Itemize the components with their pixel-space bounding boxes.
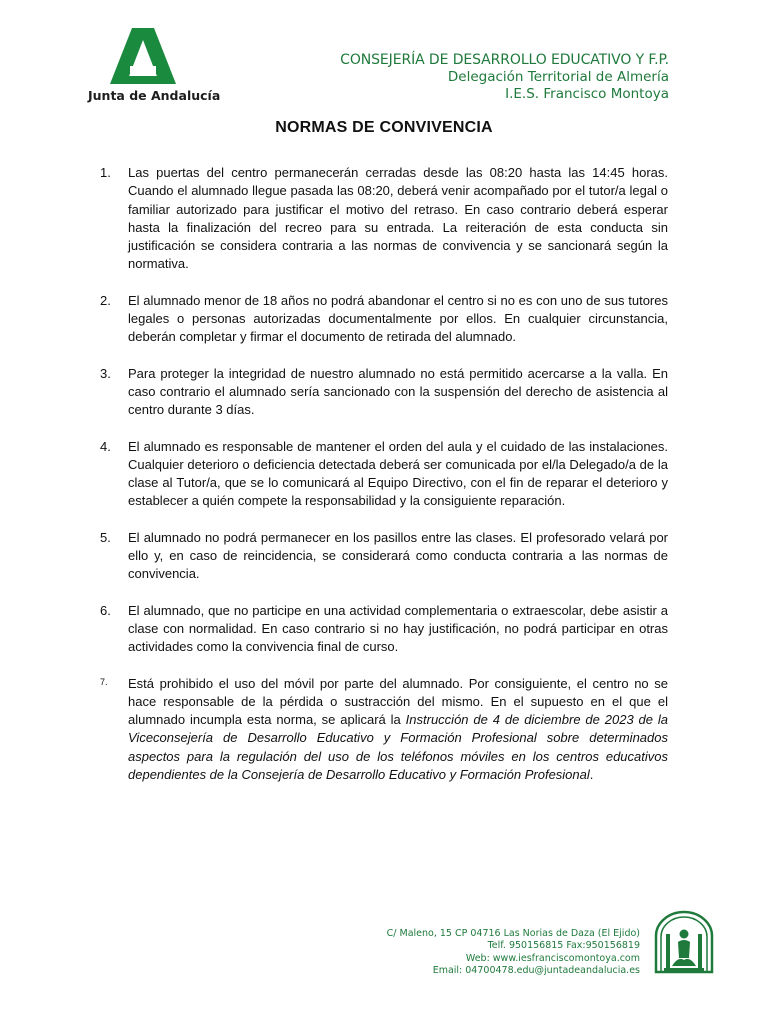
list-item <box>100 292 668 347</box>
rule-number: 2. <box>100 292 111 308</box>
rule-number: 3. <box>100 365 111 381</box>
consejeria-name: CONSEJERÍA DE DESARROLLO EDUCATIVO Y F.P. <box>340 52 669 68</box>
list-item <box>100 529 668 584</box>
rule-text: El alumnado, que no participe en una actividad complementaria o extraescolar, debe asistir a clase con normalidad. En caso contrario si no hay justificación, no podrá participar en otras actividades como la convivencia final de curso. <box>128 602 668 655</box>
rule-text: El alumnado no podrá permanecer en los pasillos entre las clases. El profesorado velará por ello y, en caso de reincidencia, se considerará como conducta contraria a las normas de convivencia. <box>128 529 668 582</box>
junta-andalucia-logo <box>80 28 221 108</box>
list-item <box>100 164 668 274</box>
rule-number: 5. <box>100 529 111 545</box>
rule-number: 4. <box>100 438 111 454</box>
rules-list <box>100 164 668 802</box>
rule-text-plain: Está prohibido el uso del móvil por parte del alumnado. Por consiguiente, el centro no se hace responsable de la pérdida o sustracción del mismo. En el supuesto en el que el alumnado incumpla esta norma, se aplicará la <box>128 675 668 728</box>
school-name: I.E.S. Francisco Montoya <box>505 86 669 102</box>
rule-text-end: . <box>589 767 594 783</box>
rule-text <box>128 675 668 785</box>
footer-contact <box>387 928 640 978</box>
list-item <box>100 602 668 657</box>
junta-andalucia-logo-icon <box>110 28 176 84</box>
andalucia-coat-of-arms-icon <box>652 910 716 974</box>
rule-text: El alumnado menor de 18 años no podrá abandonar el centro si no es con uno de sus tutores legales o personas autorizadas documentalmente por ellos. En cualquier circunstancia, deberán completar y firmar el documento de retirada del alumnado. <box>128 292 668 345</box>
rule-text-instruction-reference: Instrucción de 4 de diciembre de 2023 de la Viceconsejería de Desarrollo Educativo y Formación Profesional sobre determinados aspectos para la regulación del uso de los teléfonos móviles en los centros educativos dependientes de la Consejería de Desarrollo Educativo y Formación Profesional <box>128 712 669 783</box>
delegacion-name: Delegación Territorial de Almería <box>447 69 669 85</box>
list-item <box>100 675 668 785</box>
page-title: NORMAS DE CONVIVENCIA <box>275 119 493 136</box>
rule-number: 1. <box>100 165 111 180</box>
footer-email: Email: 04700478.edu@juntadeandalucia.es <box>432 965 640 977</box>
institution-header <box>340 52 669 103</box>
list-item <box>100 438 668 511</box>
rule-number: 6. <box>100 602 111 618</box>
logo-text: Junta de Andalucía <box>88 88 221 103</box>
rule-text: Para proteger la integridad de nuestro alumnado no está permitido acercarse a la valla. En caso contrario el alumnado sería sancionado con la suspensión del derecho de asistencia al centro durante 3 días. <box>128 365 668 418</box>
rule-number: 7. <box>100 676 108 687</box>
footer-web: Web: www.iesfranciscomontoya.com <box>465 952 640 964</box>
footer-phone: Telf. 950156815 Fax:950156819 <box>487 940 640 952</box>
rule-text: El alumnado es responsable de mantener el orden del aula y el cuidado de las instalaciones. Cualquier deterioro o deficiencia detectada deberá ser comunicada por el/la Delegado/a de la clase al Tutor/a, que se lo comunicará al Equipo Directivo, con el fin de reparar el deterioro y establecer a quién compete la responsabilidad y la consiguiente reparación. <box>128 438 668 509</box>
footer-address: C/ Maleno, 15 CP 04716 Las Norias de Daza (El Ejido) <box>386 928 640 939</box>
list-item <box>100 365 668 420</box>
rule-text: Las puertas del centro permanecerán cerradas desde las 08:20 hasta las 14:45 horas. Cuando el alumnado llegue pasada las 08:20, deberá venir acompañado por el tutor/a legal o familiar autorizado para justificar el motivo del retraso. En caso contrario deberá esperar hasta la finalización del recreo para su entrada. La reiteración de esta conducta sin justificación se considera contraria a las normas de convivencia y se sancionará según la normativa. <box>128 165 668 272</box>
